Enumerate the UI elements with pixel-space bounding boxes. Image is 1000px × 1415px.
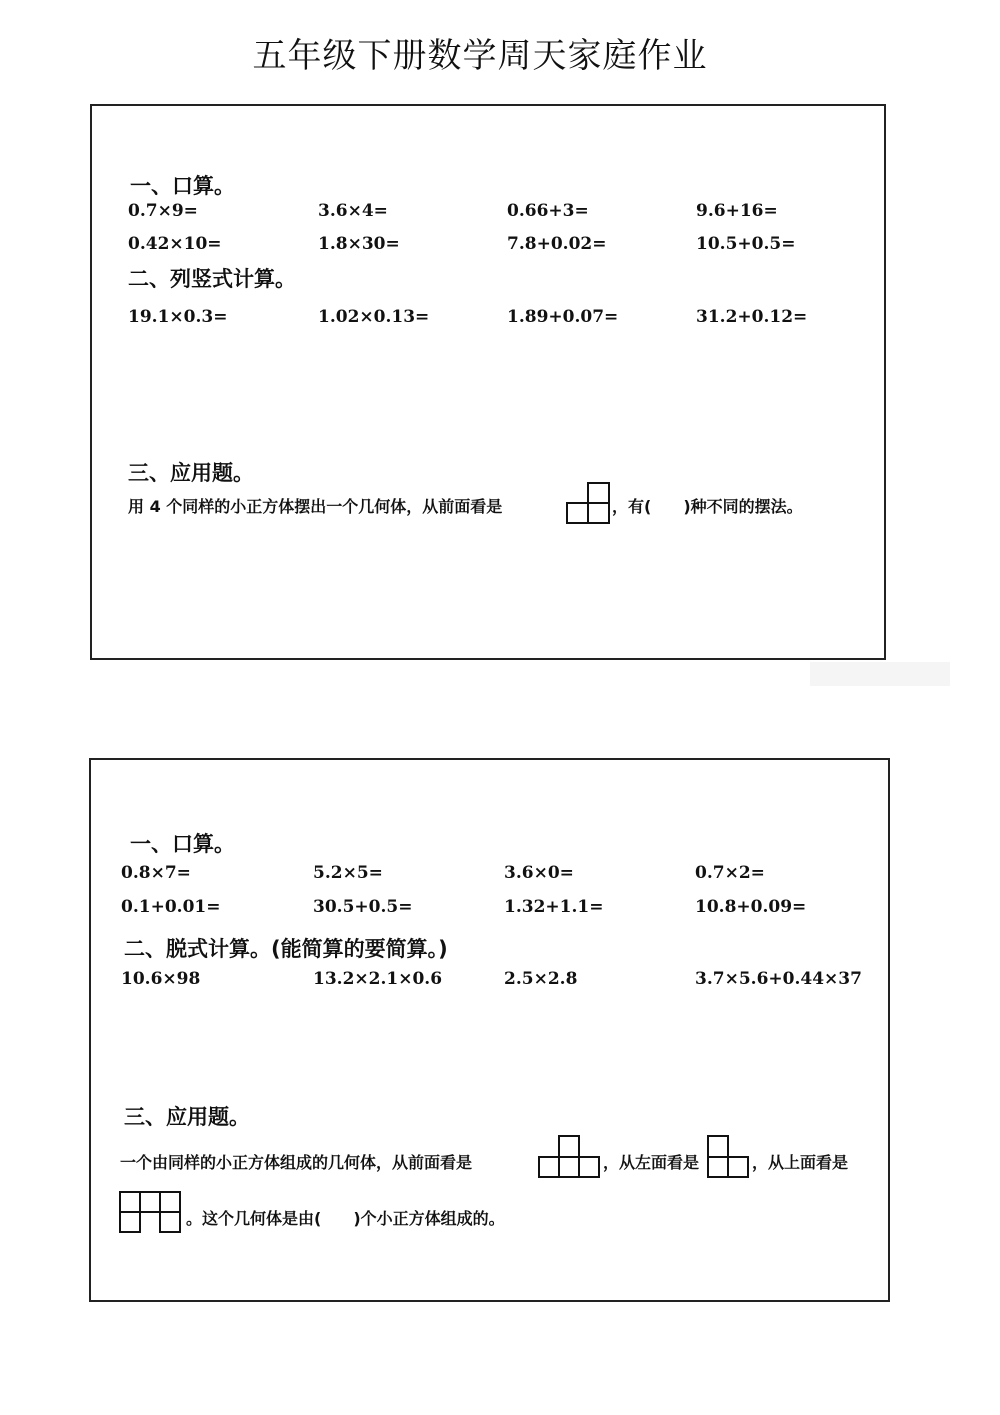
oral-problem: 1.8×30= [318,234,400,254]
vertical-problem: 1.89+0.07= [507,307,619,327]
application-text: ，从上面看是 [752,1153,849,1172]
calc-problem: 2.5×2.8 [504,969,578,989]
application-text-end: 。这个几何体是由( )个小正方体组成的。 [186,1209,505,1228]
application-text-end: ，有( )种不同的摆法。 [612,497,803,516]
front-view-figure [566,482,612,524]
section-calc-heading: 二、脱式计算。(能简算的要简算。) [124,937,448,961]
section-oral-heading: 一、口算。 [130,832,235,856]
oral-problem: 3.6×4= [318,201,388,221]
oral-problem: 9.6+16= [696,201,778,221]
section-application-heading: 三、应用题。 [124,1105,250,1129]
section-application-heading: 三、应用题。 [128,461,254,485]
vertical-problem: 19.1×0.3= [128,307,228,327]
oral-problem: 10.5+0.5= [696,234,796,254]
oral-problem: 0.7×9= [128,201,198,221]
scan-smudge [810,662,950,686]
oral-problem: 5.2×5= [313,863,383,883]
oral-problem: 0.1+0.01= [121,897,221,917]
left-view-figure [707,1135,751,1179]
application-text: ，从左面看是 [603,1153,700,1172]
section-oral-heading: 一、口算。 [130,174,235,198]
oral-problem: 0.8×7= [121,863,191,883]
top-view-figure [119,1191,185,1235]
oral-problem: 7.8+0.02= [507,234,607,254]
oral-problem: 3.6×0= [504,863,574,883]
application-text: 用 4 个同样的小正方体摆出一个几何体，从前面看是 [128,497,503,516]
calc-problem: 3.7×5.6+0.44×37 [695,969,862,989]
oral-problem: 1.32+1.1= [504,897,604,917]
page-title: 五年级下册数学周天家庭作业 [252,36,708,76]
front-view-figure [538,1135,602,1179]
application-text: 一个由同样的小正方体组成的几何体，从前面看是 [120,1153,473,1172]
section-vertical-heading: 二、列竖式计算。 [128,267,296,291]
oral-problem: 0.42×10= [128,234,222,254]
oral-problem: 0.7×2= [695,863,765,883]
vertical-problem: 1.02×0.13= [318,307,430,327]
oral-problem: 30.5+0.5= [313,897,413,917]
calc-problem: 13.2×2.1×0.6 [313,969,443,989]
oral-problem: 0.66+3= [507,201,589,221]
oral-problem: 10.8+0.09= [695,897,807,917]
vertical-problem: 31.2+0.12= [696,307,808,327]
calc-problem: 10.6×98 [121,969,201,989]
